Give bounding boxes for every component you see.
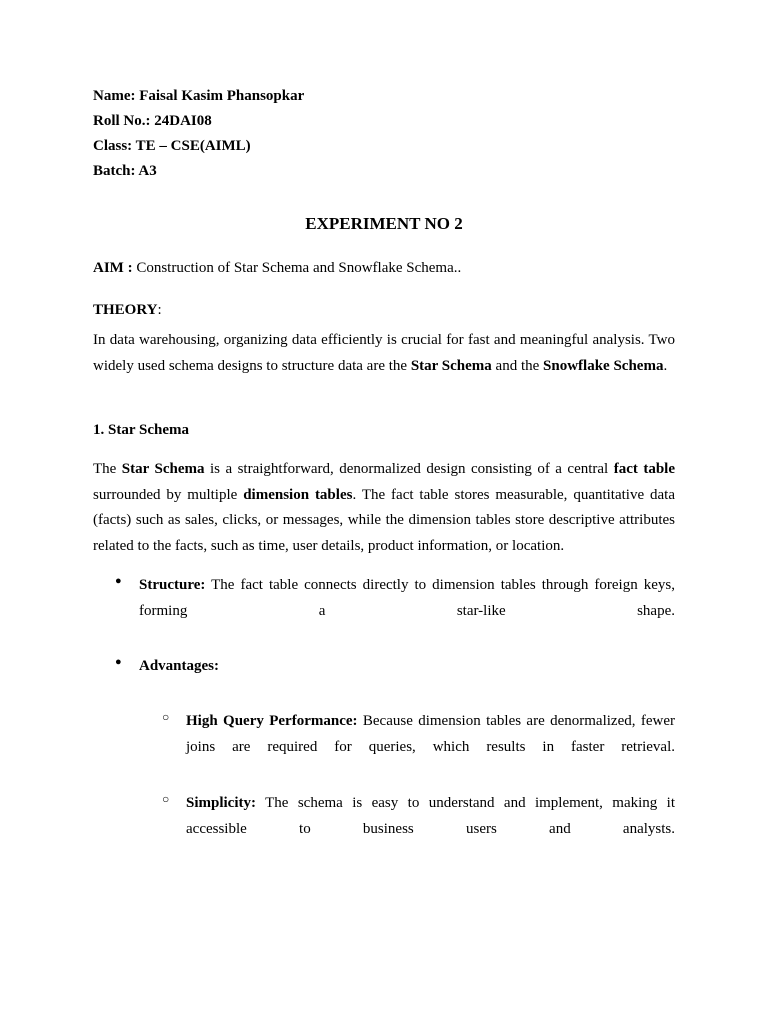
- bullet-icon: ●: [115, 575, 122, 587]
- theory-text-2: and the: [491, 357, 544, 374]
- circle-bullet-icon: ○: [162, 710, 170, 724]
- theory-label: THEORY: [93, 302, 158, 318]
- bullet-advantages: [139, 654, 675, 680]
- star-schema-heading: 1. Star Schema: [93, 422, 189, 438]
- bullet-icon: ●: [115, 656, 122, 668]
- class-info: Class: TE – CSE(AIML): [93, 138, 251, 154]
- theory-text-3: .: [663, 357, 668, 374]
- roll-number: Roll No.: 24DAI08: [93, 113, 212, 129]
- sub-bullet-performance: [186, 709, 675, 760]
- document-page: [93, 86, 676, 837]
- bullet-body: The fact table connects directly to dimension tables through foreign keys, forming a star-like shape.: [139, 577, 675, 619]
- sub-bullet-label: Simplicity:: [186, 795, 256, 811]
- sub-bullet-label: High Query Performance:: [186, 713, 358, 729]
- sub-bullet-simplicity: [186, 791, 675, 842]
- sub-bullet-body: Because dimension tables are denormalized, fewer joins are required for queries, which results in faster retrieval.: [186, 713, 675, 755]
- bullet-structure: [139, 573, 675, 624]
- star-text-3: surrounded by multiple: [93, 486, 244, 503]
- star-bold-2: fact table: [613, 461, 675, 477]
- batch-info: Batch: A3: [93, 163, 157, 179]
- theory-bold-snowflake: Snowflake Schema: [543, 357, 664, 374]
- student-name: Name: Faisal Kasim Phansopkar: [93, 88, 305, 104]
- star-bold-1: Star Schema: [121, 461, 205, 477]
- theory-paragraph: [93, 328, 675, 379]
- sub-bullet-body: The schema is easy to understand and implement, making it accessible to business users and analysts.: [186, 795, 675, 837]
- aim-label: AIM :: [93, 260, 133, 276]
- star-text-4: . The fact table stores measurable, quantitative data (facts) such as sales, clicks, or messages, while the dimension tables store descriptive attributes related to the facts, such as time, user details, product information, or location.: [93, 486, 676, 554]
- star-text-1: The: [93, 461, 122, 477]
- star-schema-paragraph: [93, 457, 675, 559]
- theory-colon: :: [157, 302, 162, 318]
- theory-heading: [93, 299, 675, 321]
- bullet-label: Advantages:: [139, 658, 220, 674]
- star-bold-3: dimension tables: [243, 486, 353, 503]
- circle-bullet-icon: ○: [162, 792, 170, 806]
- theory-text-1: In data warehousing, organizing data efficiently is crucial for fast and meaningful analysis. Two widely used schema designs to structure data are the: [93, 332, 675, 374]
- theory-bold-star: Star Schema: [410, 357, 492, 374]
- star-text-2: is a straightforward, denormalized design consisting of a central: [204, 461, 614, 477]
- experiment-title: EXPERIMENT NO 2: [305, 214, 463, 233]
- aim-line: [93, 257, 675, 279]
- bullet-label: Structure:: [139, 577, 206, 593]
- aim-text: Construction of Star Schema and Snowflake Schema..: [132, 260, 462, 276]
